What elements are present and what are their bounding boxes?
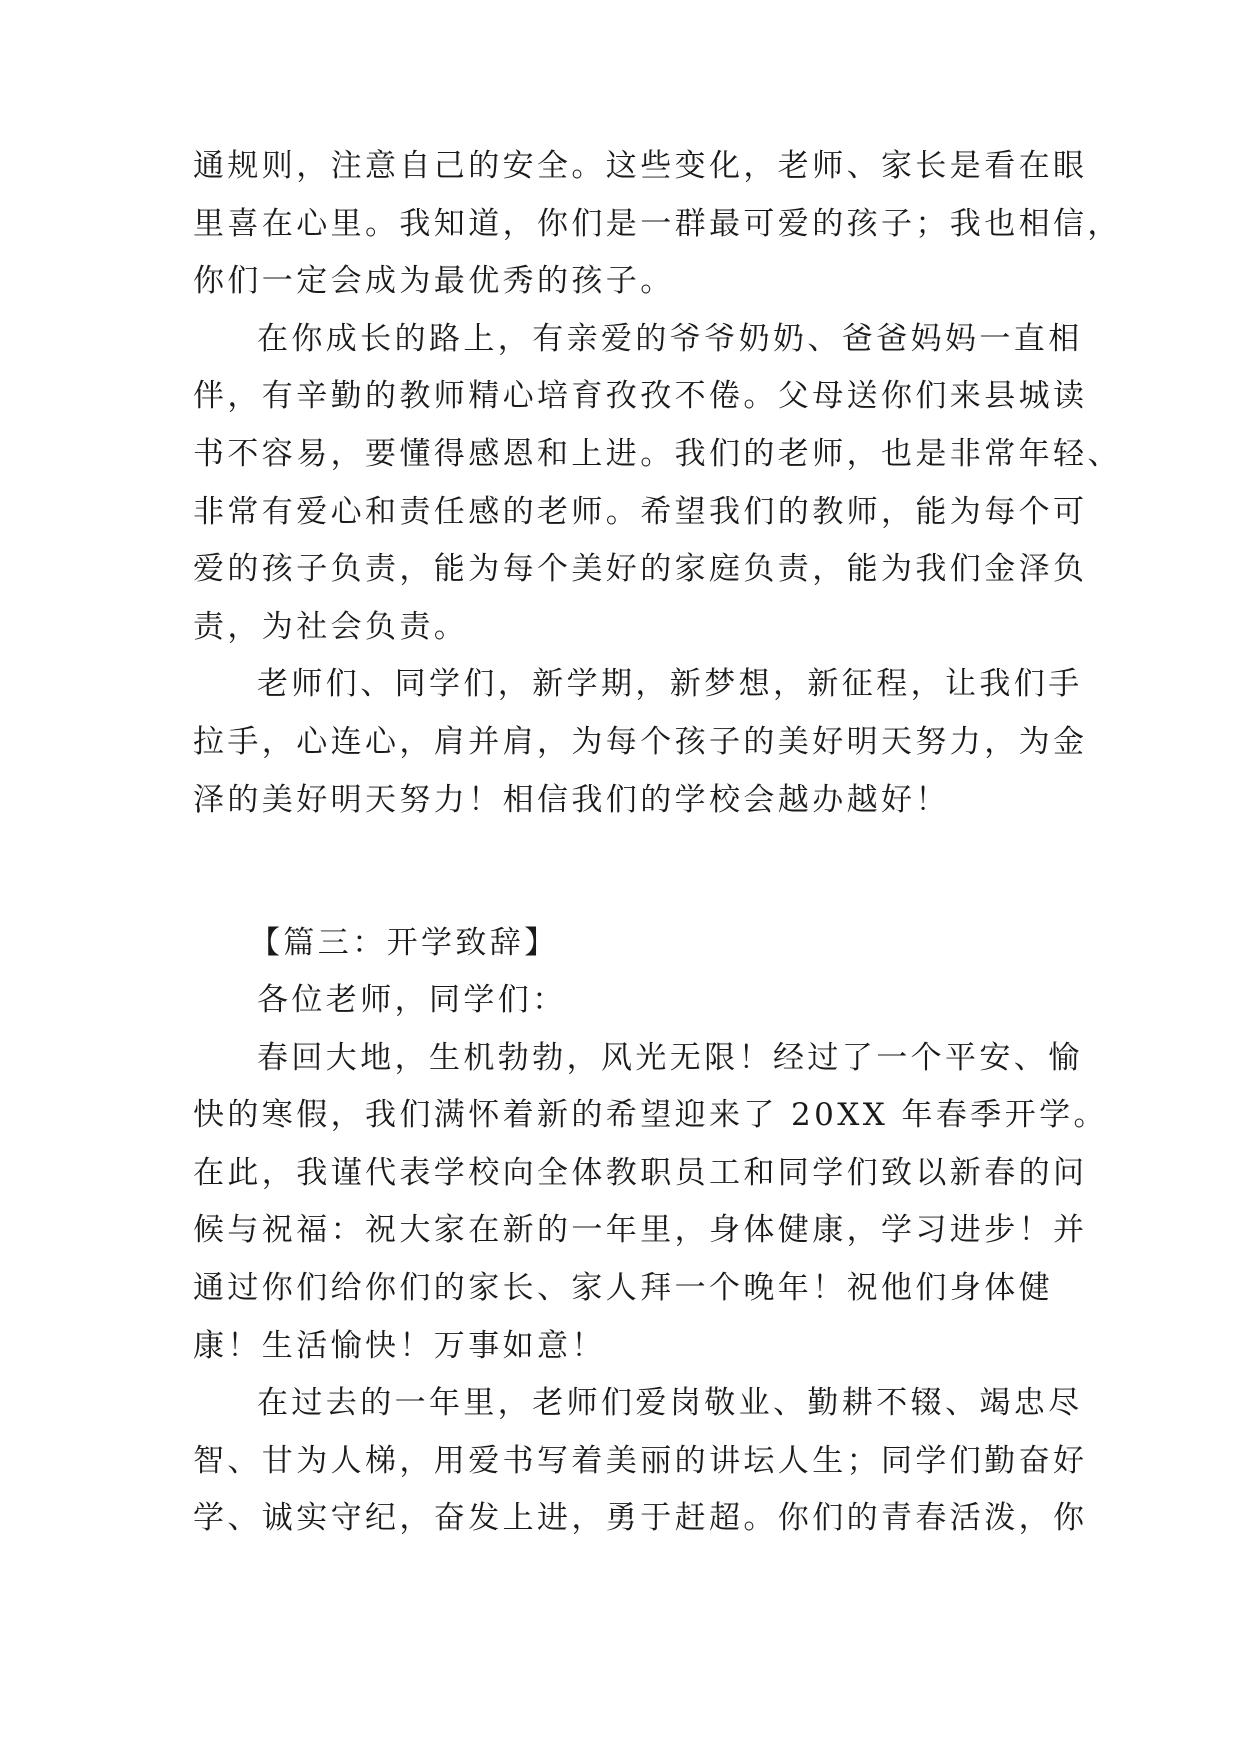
- text-line: 拉手，心连心，肩并肩，为每个孩子的美好明天努力，为金: [193, 723, 1088, 760]
- text-line: 智、甘为人梯，用爱书写着美丽的讲坛人生；同学们勤奋好: [193, 1442, 1088, 1479]
- text-line: 里喜在心里。我知道，你们是一群最可爱的孩子；我也相信，: [193, 205, 1122, 242]
- text-line: 在过去的一年里，老师们爱岗敬业、勤耕不辍、竭忠尽: [257, 1385, 1083, 1422]
- text-line: 春回大地，生机勃勃，风光无限！经过了一个平安、愉: [257, 1039, 1083, 1076]
- text-line: 通过你们给你们的家长、家人拜一个晚年！祝他们身体健: [193, 1269, 1053, 1306]
- text-line: 通规则，注意自己的安全。这些变化，老师、家长是看在眼: [193, 148, 1088, 184]
- text-line: 非常有爱心和责任感的老师。希望我们的教师，能为每个可: [193, 493, 1088, 530]
- text-line: 你们一定会成为最优秀的孩子。: [193, 263, 675, 300]
- text-line: 在此，我谨代表学校向全体教职员工和同学们致以新春的问: [193, 1154, 1088, 1191]
- body-text-block-2: [193, 972, 1108, 1548]
- text-line: 学、诚实守纪，奋发上进，勇于赶超。你们的青春活泼，你: [193, 1500, 1088, 1537]
- section-heading-block: [193, 915, 1053, 973]
- text-line: 候与祝福：祝大家在新的一年里，身体健康，学习进步！并: [193, 1212, 1088, 1249]
- text-line: 康！生活愉快！万事如意！: [193, 1327, 606, 1364]
- text-line: 快的寒假，我们满怀着新的希望迎来了 20XX 年春季开学。: [193, 1097, 1108, 1134]
- text-line: 伴，有辛勤的教师精心培育孜孜不倦。父母送你们来县城读: [193, 378, 1088, 415]
- text-line: 爱的孩子负责，能为每个美好的家庭负责，能为我们金泽负: [193, 551, 1088, 588]
- text-line: 书不容易，要懂得感恩和上进。我们的老师，也是非常年轻、: [193, 435, 1122, 472]
- text-line: 责，为社会负责。: [193, 608, 469, 645]
- text-line: 泽的美好明天努力！相信我们的学校会越办越好！: [193, 781, 950, 818]
- section-heading: 【篇三：开学致辞】: [249, 925, 559, 961]
- text-line: 老师们、同学们，新学期，新梦想，新征程，让我们手: [257, 666, 1083, 703]
- text-line: 在你成长的路上，有亲爱的爷爷奶奶、爸爸妈妈一直相: [257, 320, 1083, 357]
- body-text-block-1: [193, 138, 1122, 829]
- text-line: 各位老师，同学们：: [257, 982, 567, 1018]
